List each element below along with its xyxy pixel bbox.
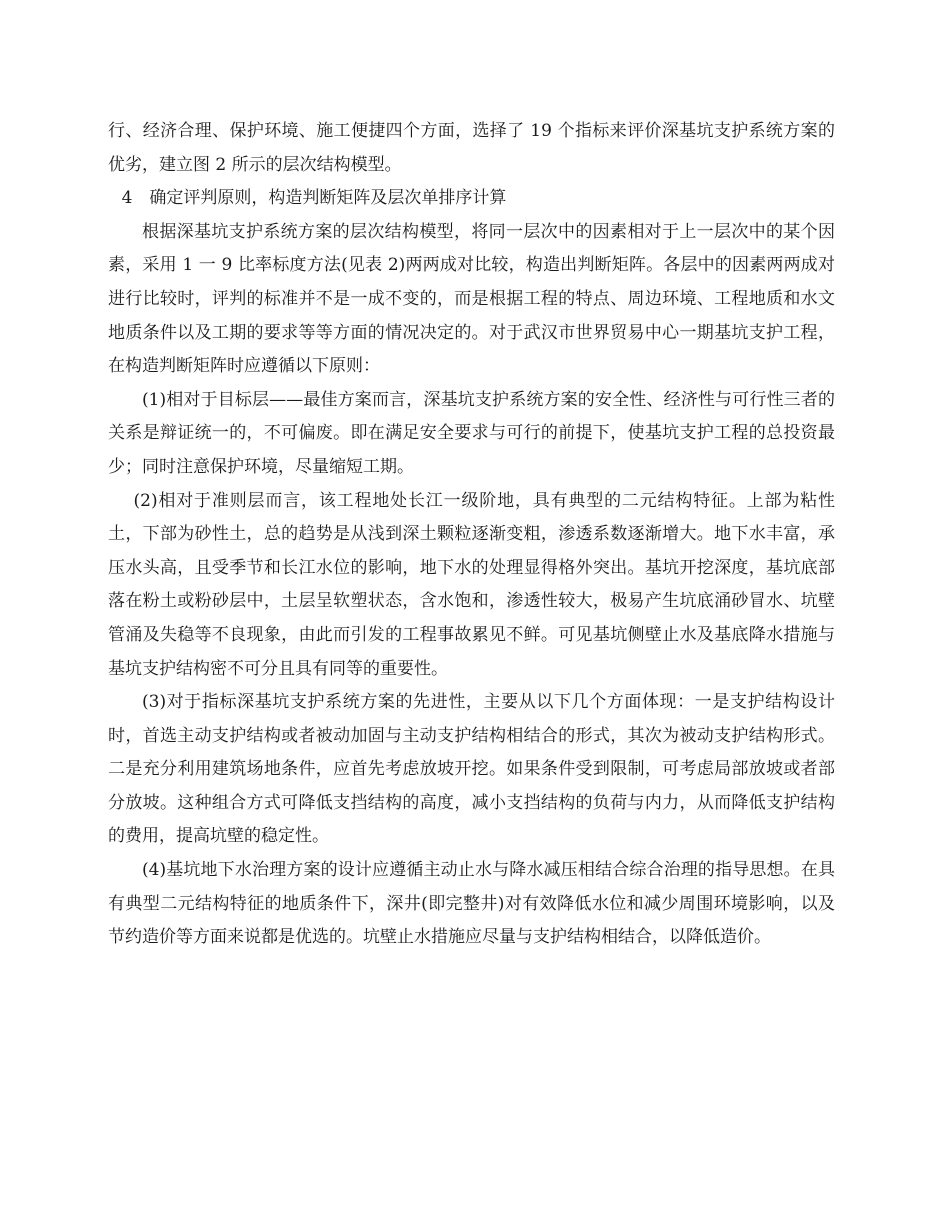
document-page <box>108 115 835 955</box>
section-heading-4: 4 确定评判原则，构造判断矩阵及层次单排序计算 <box>121 188 507 209</box>
principle-item-3: (3)对于指标深基坑支护系统方案的先进性，主要从以下几个方面体现：一是支护结构设计时，首选主动支护结构或者被动加固与主动支护结构相结合的形式，其次为被动支护结构形式。二是充分利用建筑场地条件，应首先考虑放坡开挖。如果条件受到限制，可考虑局部放坡或者部分放坡。这种组合方式可降低支挡结构的高度，减小支挡结构的负荷与内力，从而降低支护结构的费用，提高坑壁的稳定性。 <box>108 692 835 847</box>
paragraph-method: 根据深基坑支护系统方案的层次结构模型，将同一层次中的因素相对于上一层次中的某个因素，采用 1 一 9 比率标度方法(见表 2)两两成对比较，构造出判断矩阵。各层中的因素两两成对进行比较时，评判的标准并不是一成不变的，而是根据工程的特点、周边环境、工程地质和水文地质条件以及工期的要求等等方面的情况决定的。对于武汉市世界贸易中心一期基坑支护工程，在构造判断矩阵时应遵循以下原则： <box>108 221 835 377</box>
principle-item-4: (4)基坑地下水治理方案的设计应遵循主动止水与降水减压相结合综合治理的指导思想。在具有典型二元结构特征的地质条件下，深井(即完整井)对有效降低水位和减少周围环境影响，以及节约造价等方面来说都是优选的。坑壁止水措施应尽量与支护结构相结合，以降低造价。 <box>108 860 835 948</box>
principle-item-1: (1)相对于目标层——最佳方案而言，深基坑支护系统方案的安全性、经济性与可行性三者的关系是辩证统一的，不可偏废。即在满足安全要求与可行的前提下，使基坑支护工程的总投资最少；同时注意保护环境，尽量缩短工期。 <box>108 389 835 477</box>
principle-item-2: (2)相对于准则层而言，该工程地处长江一级阶地，具有典型的二元结构特征。上部为粘性土，下部为砂性土，总的趋势是从浅到深土颗粒逐渐变粗，渗透系数逐渐增大。地下水丰富，承压水头高，且受季节和长江水位的影响，地下水的处理显得格外突出。基坑开挖深度，基坑底部落在粉土或粉砂层中，土层呈软塑状态，含水饱和，渗透性较大，极易产生坑底涌砂冒水、坑壁管涌及失稳等不良现象，由此而引发的工程事故累见不鲜。可见基坑侧壁止水及基底降水措施与基坑支护结构密不可分且具有同等的重要性。 <box>108 490 835 679</box>
paragraph-intro: 行、经济合理、保护环境、施工便捷四个方面，选择了 19 个指标来评价深基坑支护系统方案的优劣，建立图 2 所示的层次结构模型。 <box>108 121 835 175</box>
